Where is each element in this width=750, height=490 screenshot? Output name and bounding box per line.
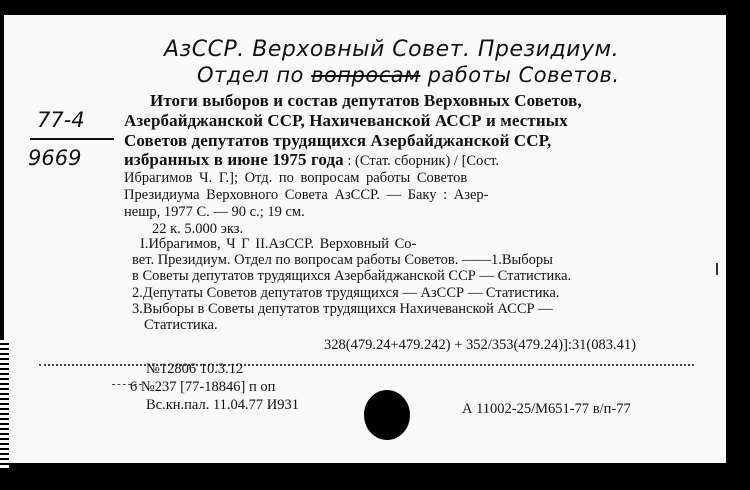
shelf-mark: 77-4 [37, 108, 85, 132]
edition-info: 22 к. 5.000 экз. [152, 221, 244, 237]
heading-word-po: по [276, 63, 304, 87]
tracing-line-1: I.Ибрагимов, Ч Г II.АзССР. Верховный Со- [140, 236, 417, 252]
title-line-4 [124, 150, 499, 170]
heading-word-raboty: работы Советов. [427, 63, 620, 87]
ink-stamp [364, 390, 410, 440]
tracing-line-5: 3.Выборы в Советы депутатов трудящихся Нахичеванской АССР — [132, 301, 553, 317]
margin-mark [716, 263, 718, 275]
catalog-card [4, 15, 726, 463]
order-line: 6 №237 [77-18846] п оп [130, 379, 276, 395]
tracing-line-3: в Советы депутатов трудящихся Азербайджанской ССР — Статистика. [132, 268, 572, 284]
title-line-3: Советов депутатов трудящихся Азербайджанской ССР, [124, 131, 552, 150]
imprint-line-2: Президиума Верховного Совета АзССР. — Баку : Азер- [124, 187, 489, 203]
handwritten-heading-line-2 [197, 63, 620, 87]
imprint-line-1: Ибрагимов Ч. Г.]; Отд. по вопросам работы Советов [124, 170, 468, 186]
tracing-line-2: вет. Президиум. Отдел по вопросам работы Советов. ——1.Выборы [132, 252, 553, 268]
handwritten-heading-line-1: АзССР. Верховный Совет. Президиум. [164, 37, 620, 62]
title-line-4-rest: : (Стат. сборник) / [Сост. [347, 153, 500, 169]
inventory-number: 9669 [28, 146, 82, 170]
title-line-4-bold: избранных в июне 1975 года [124, 150, 344, 169]
classification-index: 328(479.24+479.242) + 352/353(479.24)]:31(083.41) [324, 337, 636, 353]
dotted-separator [39, 364, 694, 366]
imprint-line-3: нешр, 1977 С. — 90 с.; 19 см. [124, 204, 305, 220]
heading-word-otdel: Отдел [197, 63, 270, 87]
heading-word-voprosam: вопросам [311, 63, 421, 87]
tracing-line-6: Статистика. [144, 317, 218, 333]
title-line-1: Итоги выборов и состав депутатов Верховных Советов, [150, 91, 582, 110]
scan-edge-strip [0, 340, 9, 470]
title-line-2: Азербайджанской ССР, Нахичеванской АССР и местных [124, 111, 568, 130]
tracing-line-4: 2.Депутаты Советов депутатов трудящихся — АзССР — Статистика. [132, 285, 560, 301]
shelf-mark-underline [30, 138, 114, 140]
code-line: А 11002-25/М651-77 в/п-77 [462, 401, 631, 417]
card-number: №12806 10.3.12 [146, 361, 244, 377]
registration-line: Вс.кн.пал. 11.04.77 И931 [146, 397, 300, 413]
